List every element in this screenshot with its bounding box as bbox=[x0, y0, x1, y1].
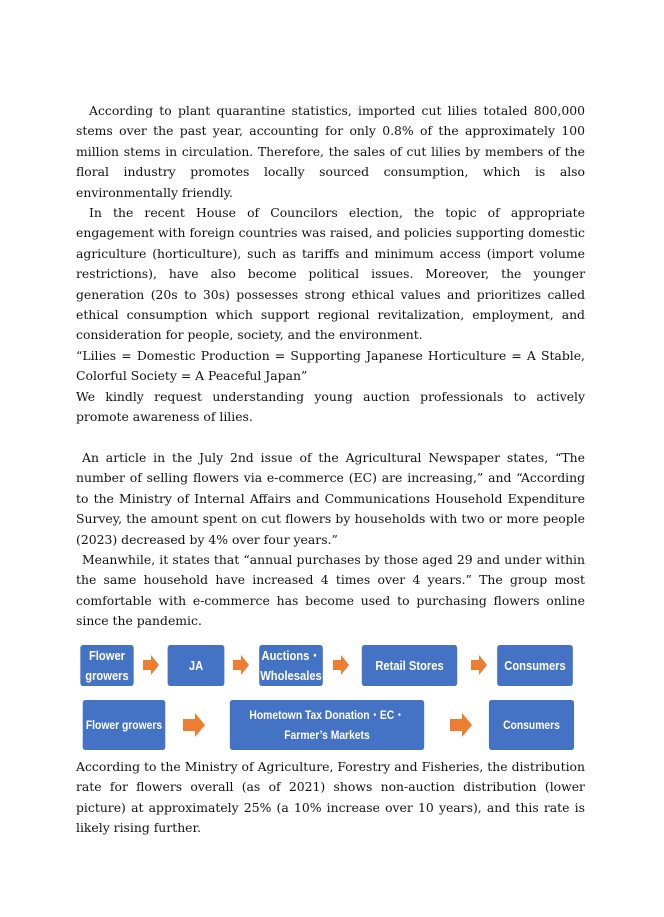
lower-flow-box-consumers bbox=[489, 700, 574, 750]
lower-flow-box-flower-growers bbox=[83, 700, 166, 750]
paragraph-newspaper-article: An article in the July 2nd issue of the Agricultural Newspaper states, “The number of selling flowers via e-commerce (EC) are increasing,” and “According to the Ministry of Internal Affairs and Communications Household Expenditure Survey, the amount spent on cut flowers by households with two or more people (2023) decreased by 4% over four years.” bbox=[76, 449, 585, 547]
paragraph-election-policy: In the recent House of Councilors election, the topic of appropriate engagement with foreign countries was raised, and policies supporting domestic agriculture (horticulture), such as tariffs and minimum access (import volume restrictions), have also become political issues. Moreover, the younger generation (20s to 30s) possesses strong ethical values and prioritizes called ethical consumption which support regional revitalization, employment, and consideration for people, society, and the environment. bbox=[76, 205, 585, 343]
box-label: Consumers bbox=[504, 657, 566, 673]
box-label: Auctions・ bbox=[261, 647, 321, 663]
upper-flow-box-ja bbox=[168, 645, 225, 686]
upper-flow-box-auctions-wholesales bbox=[259, 645, 323, 686]
paragraph-lily-imports: According to plant quarantine statistics, imported cut lilies totaled 800,000 stems over the past year, accounting for only 0.8% of the approximately 100 million stems in circulation. Therefore, the sales of cut lilies by members of the floral industry promotes locally sourced consumption, which is also environmentally friendly. bbox=[76, 103, 585, 200]
box-label: Flower bbox=[88, 647, 126, 663]
box-label: Farmer’s Markets bbox=[284, 728, 370, 742]
paragraph-distribution-rate: According to the Ministry of Agriculture, Forestry and Fisheries, the distribution rate for flowers overall (as of 2021) shows non-auction distribution (lower picture) at approximately 25% (a 10% increase over 10 years), and this rate is likely rising further. bbox=[76, 759, 585, 836]
upper-flow-box-consumers bbox=[497, 645, 573, 686]
paragraph-request: We kindly request understanding young auction professionals to actively promote awareness of lilies. bbox=[76, 388, 585, 425]
box-label: Wholesales bbox=[260, 667, 322, 683]
paragraph-spacer bbox=[76, 428, 585, 448]
box-label: Retail Stores bbox=[375, 657, 444, 673]
upper-flow-box-flower-growers bbox=[80, 645, 133, 686]
document-footer-text bbox=[76, 757, 585, 839]
upper-flow-box-retail-stores bbox=[362, 645, 457, 686]
box-label: JA bbox=[188, 657, 204, 673]
paragraph-slogan: “Lilies = Domestic Production = Supporting Japanese Horticulture = A Stable, Colorful Society = A Peaceful Japan” bbox=[76, 347, 585, 384]
box-label: growers bbox=[85, 667, 129, 683]
lower-flow-box-hometown-tax-ec-markets bbox=[230, 700, 424, 750]
box-label: Flower growers bbox=[85, 718, 163, 732]
box-label: Consumers bbox=[503, 718, 560, 732]
document-body bbox=[76, 101, 585, 632]
paragraph-young-purchases: Meanwhile, it states that “annual purchases by those aged 29 and under within the same household have increased 4 times over 4 years.” The group most comfortable with e-commerce has become used to purchasing flowers online since the pandemic. bbox=[76, 551, 585, 629]
box-label: Hometown Tax Donation・EC・ bbox=[249, 708, 405, 722]
